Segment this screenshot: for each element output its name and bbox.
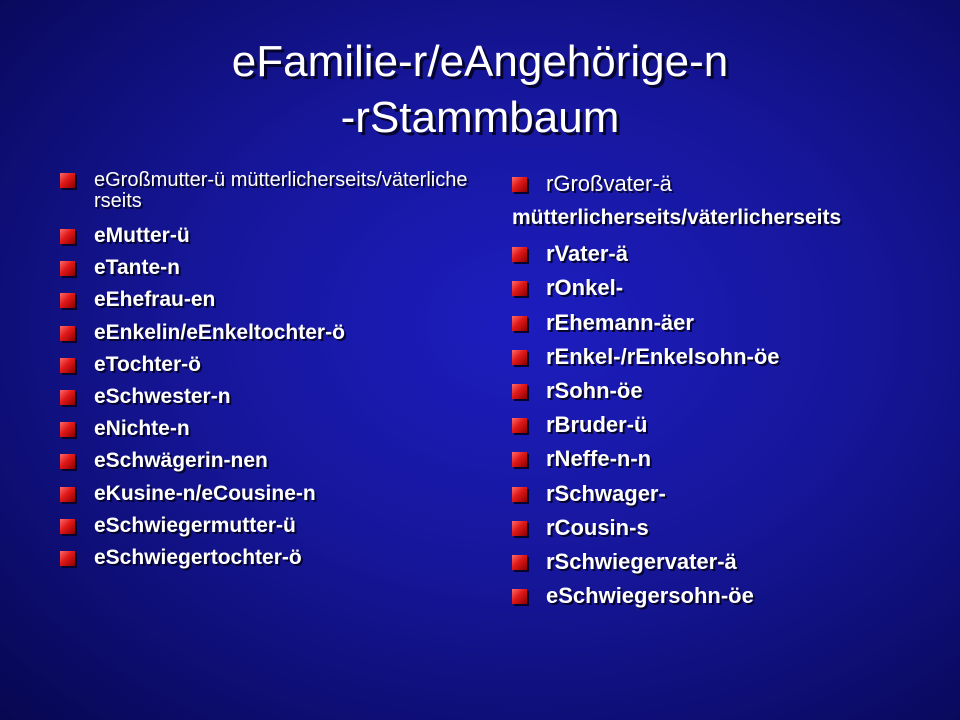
list-item-text: eSchwiegermutter-ü — [94, 513, 296, 537]
slide-title — [80, 34, 880, 146]
red-square-bullet-icon — [60, 358, 75, 373]
list-item — [60, 170, 474, 212]
red-square-bullet-icon — [512, 281, 527, 296]
list-item-text: rSohn-öe — [546, 377, 643, 403]
list-item — [60, 319, 480, 351]
red-square-bullet-icon — [60, 326, 75, 341]
list-item-text: rBruder-ü — [546, 412, 648, 438]
list-item — [512, 582, 932, 616]
list-item — [60, 480, 480, 512]
list-item — [60, 383, 480, 415]
red-square-bullet-icon — [60, 390, 75, 405]
list-item-text: eSchwiegersohn-öe — [546, 583, 754, 609]
title-line-2: -rStammbaum — [340, 93, 620, 142]
red-square-bullet-icon — [60, 173, 75, 188]
list-item-text: eNichte-n — [94, 417, 190, 441]
red-square-bullet-icon — [60, 293, 75, 308]
list-item — [512, 377, 932, 411]
left-column-list — [60, 170, 480, 576]
red-square-bullet-icon — [60, 487, 75, 502]
red-square-bullet-icon — [512, 555, 527, 570]
list-item — [512, 343, 932, 377]
list-item — [60, 286, 480, 318]
list-item — [512, 170, 932, 204]
list-item — [512, 480, 932, 514]
red-square-bullet-icon — [60, 229, 75, 244]
list-item — [512, 548, 932, 582]
red-square-bullet-icon — [60, 519, 75, 534]
list-item — [512, 240, 932, 274]
list-item-continuation: mütterlicherseits/väterlicherseits — [512, 206, 842, 230]
list-item — [512, 309, 932, 343]
red-square-bullet-icon — [512, 384, 527, 399]
red-square-bullet-icon — [60, 551, 75, 566]
red-square-bullet-icon — [512, 316, 527, 331]
list-item — [512, 445, 932, 479]
red-square-bullet-icon — [60, 454, 75, 469]
red-square-bullet-icon — [60, 422, 75, 437]
red-square-bullet-icon — [512, 177, 527, 192]
list-item-text: eSchwiegertochter-ö — [94, 545, 302, 569]
list-item-text: rOnkel- — [546, 275, 624, 301]
list-item — [60, 447, 480, 479]
list-item — [512, 411, 932, 445]
list-item — [60, 351, 480, 383]
red-square-bullet-icon — [512, 487, 527, 502]
list-item-text: eTante-n — [94, 256, 180, 280]
red-square-bullet-icon — [60, 261, 75, 276]
red-square-bullet-icon — [512, 350, 527, 365]
right-column-list — [512, 170, 932, 616]
title-line-1: eFamilie-r/eAngehörige-n — [231, 37, 729, 86]
list-item-text: eSchwester-n — [94, 384, 231, 408]
list-item — [60, 254, 480, 286]
list-item-text: rVater-ä — [546, 241, 628, 267]
list-item-text: rSchwager- — [546, 480, 666, 506]
list-item-text: rSchwiegervater-ä — [546, 548, 737, 574]
list-item — [60, 222, 480, 254]
red-square-bullet-icon — [512, 589, 527, 604]
red-square-bullet-icon — [512, 418, 527, 433]
list-item-text: eTochter-ö — [94, 352, 201, 376]
list-item-text: eKusine-n/eCousine-n — [94, 481, 316, 505]
red-square-bullet-icon — [512, 452, 527, 467]
list-item — [60, 544, 480, 576]
list-item — [512, 514, 932, 548]
list-item-text: eEhefrau-en — [94, 288, 216, 312]
list-item-text: rEnkel-/rEnkelsohn-öe — [546, 343, 780, 369]
list-item-text: rCousin-s — [546, 514, 649, 540]
list-item — [60, 512, 480, 544]
list-item-text: eMutter-ü — [94, 224, 190, 247]
list-item — [512, 274, 932, 308]
list-item-text: eGroßmutter-ü mütterlicherseits/väterlicherseits — [94, 169, 468, 212]
list-item-text: rNeffe-n-n — [546, 446, 652, 472]
red-square-bullet-icon — [512, 247, 527, 262]
list-item-text: eSchwägerin-nen — [94, 449, 268, 473]
list-item-text: eEnkelin/eEnkeltochter-ö — [94, 320, 345, 344]
list-item — [60, 415, 480, 447]
list-item-text: rGroßvater-ä — [546, 171, 672, 196]
list-item-text: rEhemann-äer — [546, 309, 694, 335]
red-square-bullet-icon — [512, 521, 527, 536]
